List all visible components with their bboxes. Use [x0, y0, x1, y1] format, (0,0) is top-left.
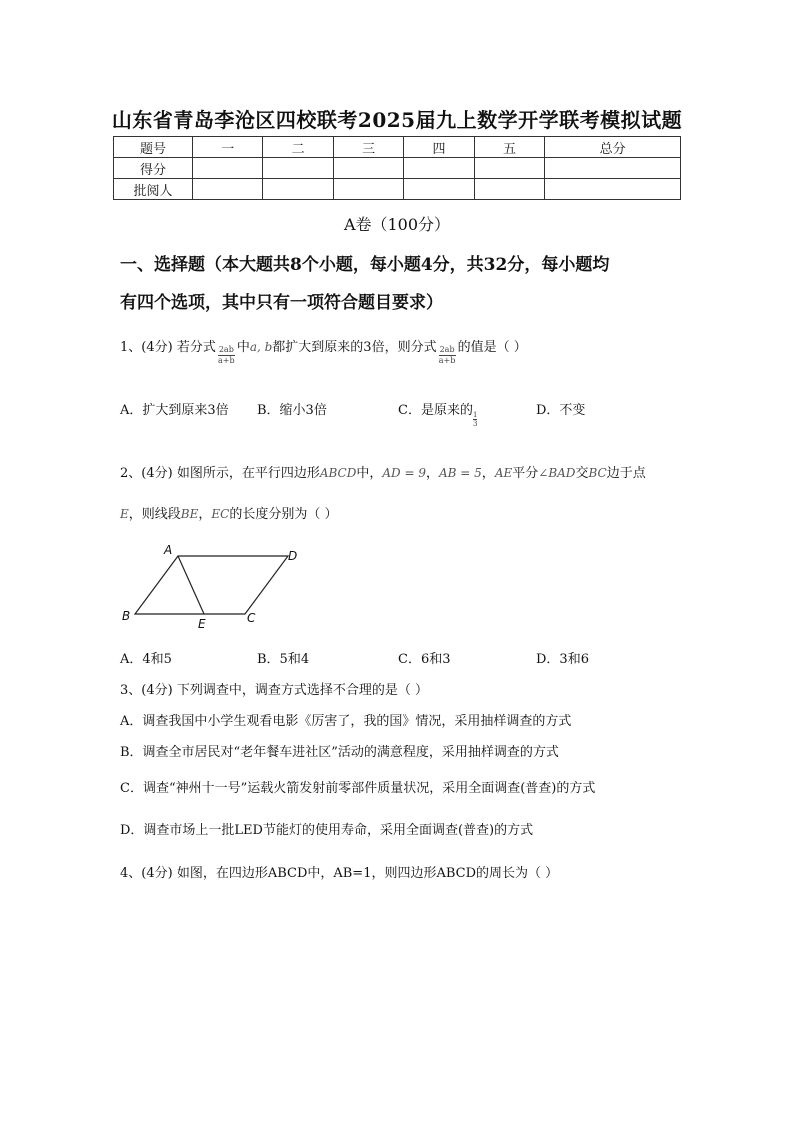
score-cell[interactable] [333, 158, 403, 179]
q2-text: ，则线段 [128, 507, 181, 522]
q2-math: BC [588, 466, 607, 480]
q2-math: ∠BAD [538, 466, 576, 480]
grader-cell[interactable] [333, 179, 403, 200]
q3-option-b[interactable]: B．调查全市居民对“老年餐车进社区”活动的满意程度，采用抽样调查的方式 [120, 745, 559, 760]
part1-heading-cont [120, 286, 680, 320]
score-table-header-row [114, 137, 681, 158]
q2-text: ， [481, 466, 495, 481]
fraction-numerator: 2ab [439, 345, 455, 354]
vertex-label-c: C [247, 611, 256, 625]
q2-option-a[interactable]: A．4和5 [120, 652, 172, 667]
q2-option-b[interactable]: B．5和4 [257, 652, 310, 667]
q1-option-c-label: C．是原来的 [398, 403, 473, 418]
table-header-cell: 四 [404, 137, 474, 158]
table-header-cell: 题号 [114, 137, 193, 158]
q2-option-c[interactable]: C．6和3 [398, 652, 451, 667]
q1-fraction [218, 345, 235, 366]
fraction-numerator: 2ab [218, 345, 234, 354]
fraction-denominator: a+b [218, 356, 235, 365]
score-table [113, 136, 681, 200]
table-header-cell: 总分 [545, 137, 681, 158]
q1-option-b[interactable]: B．缩小3倍 [257, 403, 327, 418]
grader-cell[interactable] [545, 179, 681, 200]
q2-math: EC [211, 507, 230, 521]
parallelogram-abcd [135, 556, 288, 614]
score-cell[interactable] [474, 158, 544, 179]
q1-option-a[interactable]: A．扩大到原来3倍 [120, 403, 229, 418]
q1-fraction-2 [439, 345, 456, 366]
q1-option-c-fraction [473, 411, 477, 428]
q2-math: E [120, 507, 129, 521]
q2-text: 边于点 [606, 466, 646, 481]
vertex-label-e: E [198, 617, 206, 630]
table-header-cell: 二 [263, 137, 333, 158]
q2-math: AE [494, 466, 513, 480]
table-header-cell: 三 [333, 137, 403, 158]
question-3: 3、(4分) 下列调查中，调查方式选择不合理的是（ ） [120, 683, 428, 698]
q1-suffix: 的值是（ ） [457, 340, 527, 355]
grader-cell[interactable] [263, 179, 333, 200]
q1-vars: a, b [249, 340, 273, 354]
q2-text: 平分 [512, 466, 539, 481]
fraction-denominator: a+b [438, 356, 456, 365]
question-4: 4、(4分) 如图，在四边形ABCD中，AB=1，则四边形ABCD的周长为（ ） [120, 866, 559, 881]
score-table-row-score [114, 158, 681, 179]
part1-heading-line2: 有四个选项，其中只有一项符合题目要求） [120, 293, 443, 313]
score-cell[interactable] [193, 158, 263, 179]
question-1 [120, 336, 527, 365]
q1-mid2: 都扩大到原来的3倍，则分式 [272, 340, 437, 355]
q1-mid1: 中 [236, 340, 250, 355]
q3-option-a[interactable]: A．调查我国中小学生观看电影《厉害了，我的国》情况，采用抽样调查的方式 [120, 714, 572, 729]
q2-math: ABCD [319, 466, 357, 480]
score-cell[interactable] [404, 158, 474, 179]
part1-heading-line1: 一、选择题（本大题共8个小题，每小题4分，共32分，每小题均 [120, 255, 610, 275]
question-2-line1 [120, 462, 646, 481]
table-header-cell: 五 [474, 137, 544, 158]
q1-prefix: 1、(4分) 若分式 [120, 340, 216, 355]
fraction-numerator: 1 [472, 411, 478, 419]
q2-text: 交 [575, 466, 589, 481]
vertex-label-d: D [288, 549, 298, 563]
q1-option-c[interactable] [398, 399, 478, 428]
q2-text: 的长度分别为（ ） [229, 507, 338, 522]
q2-math: AD = 9 [382, 466, 426, 480]
fraction-denominator: 3 [472, 420, 478, 428]
q2-option-d[interactable]: D．3和6 [536, 652, 589, 667]
score-table-row-grader [114, 179, 681, 200]
vertex-label-b: B [122, 609, 131, 623]
parallelogram-figure [110, 538, 310, 630]
q1-option-d[interactable]: D．不变 [536, 403, 586, 418]
q2-text: 中， [356, 466, 383, 481]
score-cell[interactable] [263, 158, 333, 179]
grader-cell[interactable] [404, 179, 474, 200]
grader-cell[interactable] [193, 179, 263, 200]
vertex-label-a: A [164, 543, 173, 557]
q2-math: AB = 5 [438, 466, 482, 480]
table-row-label: 得分 [114, 158, 193, 179]
exam-title: 山东省青岛李沧区四校联考2025届九上数学开学联考模拟试题 [111, 108, 683, 132]
q3-option-c[interactable]: C．调查“神州十一号”运载火箭发射前零部件质量状况，采用全面调查(普查)的方式 [120, 781, 596, 796]
q2-math: BE [180, 507, 199, 521]
q2-text: 2、(4分) 如图所示，在平行四边形 [120, 466, 320, 481]
segment-ae [178, 556, 204, 614]
question-2-line2 [120, 503, 337, 522]
q2-text: ， [425, 466, 439, 481]
score-cell[interactable] [545, 158, 681, 179]
part1-heading [120, 248, 680, 282]
grader-cell[interactable] [474, 179, 544, 200]
table-row-label: 批阅人 [114, 179, 193, 200]
q2-text: ， [198, 507, 212, 522]
q3-option-d[interactable]: D．调查市场上一批LED节能灯的使用寿命，采用全面调查(普查)的方式 [120, 823, 534, 838]
section-a-heading: A卷（100分） [343, 215, 451, 234]
table-header-cell: 一 [193, 137, 263, 158]
